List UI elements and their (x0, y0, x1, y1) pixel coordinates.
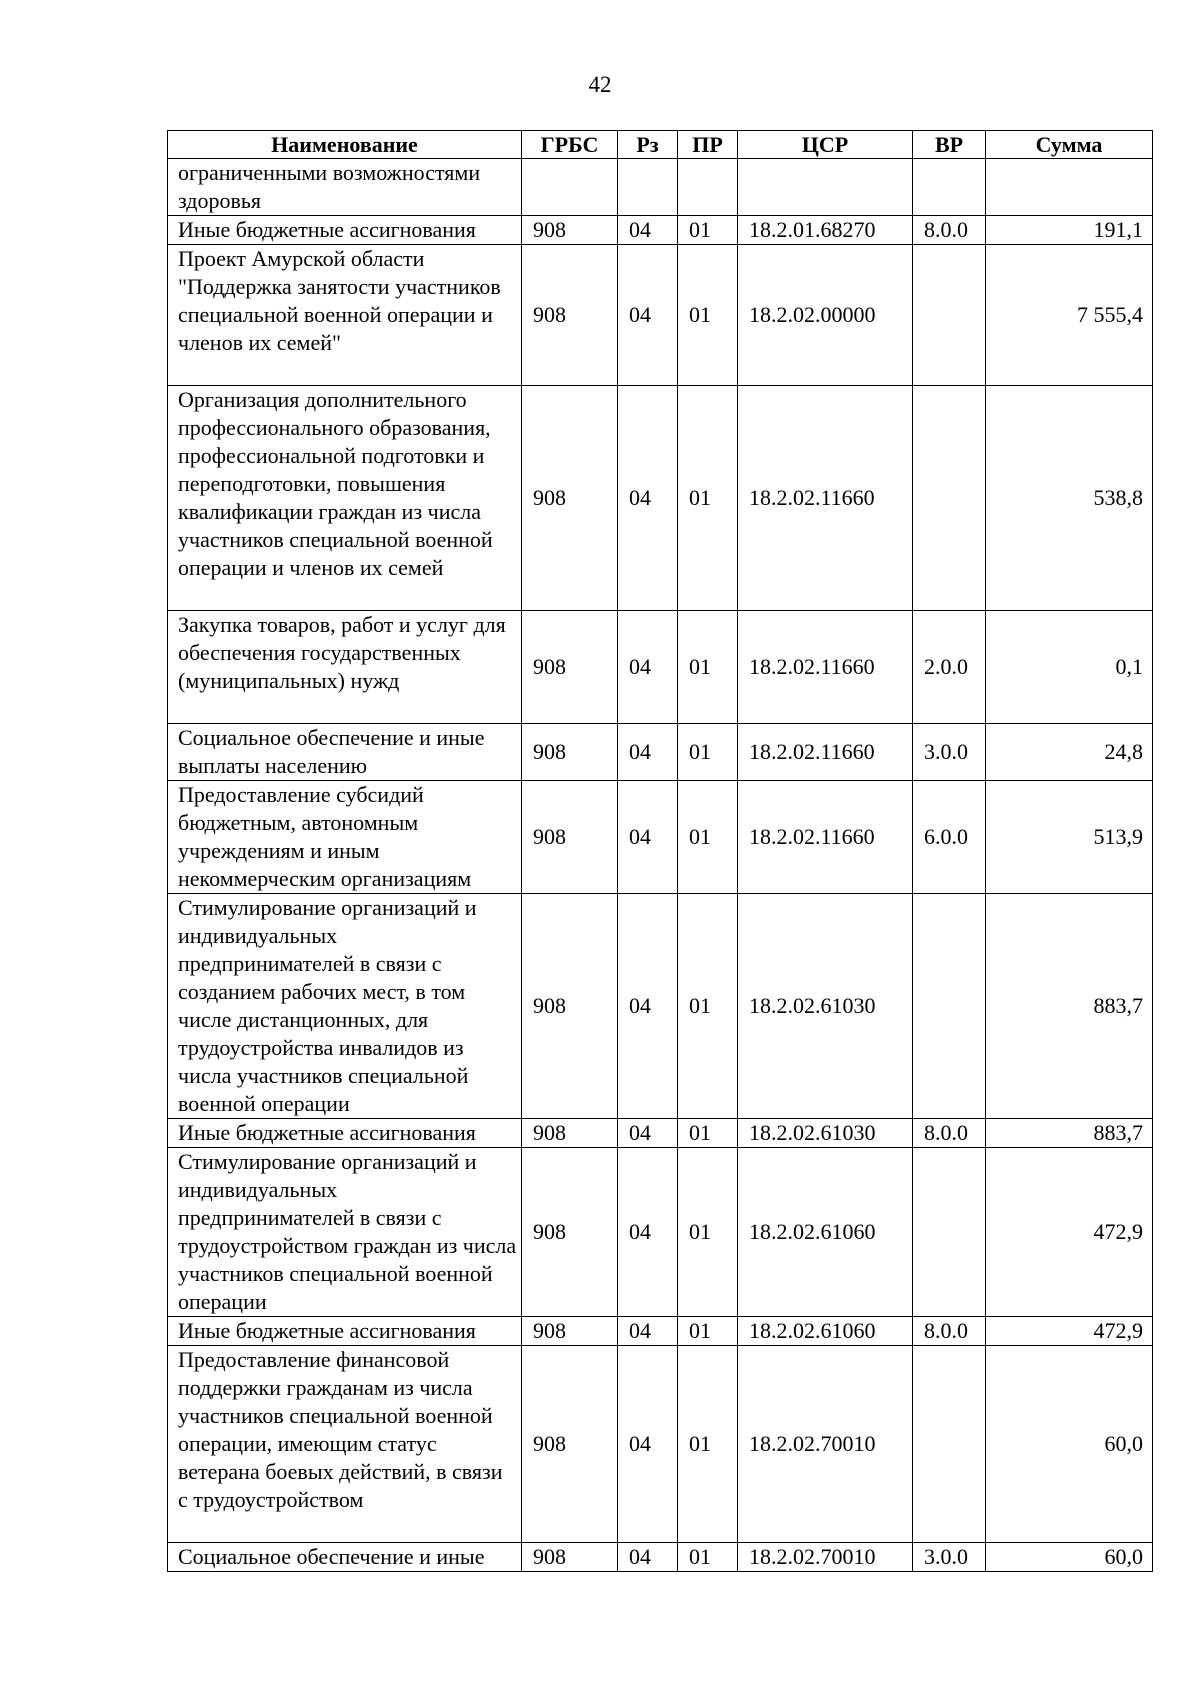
row-csr: 18.2.02.70010 (738, 1543, 913, 1572)
row-sum: 883,7 (986, 894, 1153, 1119)
row-name: Организация дополнительного профессионального образования, профессиональной подготовки и переподготовки, повышения квалификации граждан из числа участников специальной военной операции и членов их семей (168, 386, 522, 611)
row-sum: 24,8 (986, 724, 1153, 781)
row-sum: 60,0 (986, 1543, 1153, 1572)
row-rz: 04 (618, 781, 678, 894)
row-vr: 3.0.0 (913, 724, 986, 781)
row-sum: 513,9 (986, 781, 1153, 894)
row-grbs: 908 (522, 386, 618, 611)
row-pr: 01 (678, 245, 738, 386)
row-sum: 472,9 (986, 1317, 1153, 1346)
table-row (168, 245, 1153, 386)
row-csr: 18.2.01.68270 (738, 216, 913, 245)
row-grbs: 908 (522, 1543, 618, 1572)
table-row (168, 611, 1153, 724)
row-csr: 18.2.02.61060 (738, 1148, 913, 1317)
row-rz: 04 (618, 724, 678, 781)
row-grbs: 908 (522, 724, 618, 781)
row-pr (678, 159, 738, 216)
row-grbs (522, 159, 618, 216)
row-pr: 01 (678, 386, 738, 611)
row-csr (738, 159, 913, 216)
table-row (168, 386, 1153, 611)
row-name: ограниченными возможностями здоровья (168, 159, 522, 216)
row-rz: 04 (618, 1317, 678, 1346)
row-grbs: 908 (522, 216, 618, 245)
row-vr (913, 245, 986, 386)
row-name: Иные бюджетные ассигнования (168, 1119, 522, 1148)
row-pr: 01 (678, 894, 738, 1119)
row-vr: 8.0.0 (913, 216, 986, 245)
row-pr: 01 (678, 724, 738, 781)
row-csr: 18.2.02.11660 (738, 611, 913, 724)
row-rz (618, 159, 678, 216)
row-pr: 01 (678, 611, 738, 724)
row-name: Стимулирование организаций и индивидуальных предпринимателей в связи с созданием рабочих мест, в том числе дистанционных, для трудоустройства инвалидов из числа участников специальной военной операции (168, 894, 522, 1119)
column-header-csr: ЦСР (738, 131, 913, 159)
column-header-rz: Рз (618, 131, 678, 159)
table-row (168, 1148, 1153, 1317)
row-csr: 18.2.02.11660 (738, 781, 913, 894)
row-rz: 04 (618, 216, 678, 245)
row-grbs: 908 (522, 1119, 618, 1148)
row-name: Предоставление финансовой поддержки гражданам из числа участников специальной военной операции, имеющим статус ветерана боевых действий, в связи с трудоустройством (168, 1346, 522, 1543)
row-vr (913, 386, 986, 611)
row-sum: 472,9 (986, 1148, 1153, 1317)
row-pr: 01 (678, 1543, 738, 1572)
row-sum: 191,1 (986, 216, 1153, 245)
column-header-name: Наименование (168, 131, 522, 159)
row-sum: 0,1 (986, 611, 1153, 724)
row-name: Иные бюджетные ассигнования (168, 1317, 522, 1346)
column-header-sum: Сумма (986, 131, 1153, 159)
row-grbs: 908 (522, 894, 618, 1119)
row-pr: 01 (678, 1119, 738, 1148)
row-grbs: 908 (522, 781, 618, 894)
row-pr: 01 (678, 1346, 738, 1543)
row-name: Стимулирование организаций и индивидуальных предпринимателей в связи с трудоустройством граждан из числа участников специальной военной операции (168, 1148, 522, 1317)
row-grbs: 908 (522, 1317, 618, 1346)
row-vr: 8.0.0 (913, 1119, 986, 1148)
row-name: Закупка товаров, работ и услуг для обеспечения государственных (муниципальных) нужд (168, 611, 522, 724)
row-vr (913, 1346, 986, 1543)
row-rz: 04 (618, 1346, 678, 1543)
row-name: Предоставление субсидий бюджетным, автономным учреждениям и иным некоммерческим организациям (168, 781, 522, 894)
row-vr (913, 894, 986, 1119)
row-csr: 18.2.02.11660 (738, 724, 913, 781)
row-pr: 01 (678, 216, 738, 245)
row-csr: 18.2.02.70010 (738, 1346, 913, 1543)
row-name: Иные бюджетные ассигнования (168, 216, 522, 245)
table-row (168, 781, 1153, 894)
row-grbs: 908 (522, 245, 618, 386)
row-vr: 6.0.0 (913, 781, 986, 894)
table-row (168, 724, 1153, 781)
row-vr: 8.0.0 (913, 1317, 986, 1346)
table-row (168, 894, 1153, 1119)
row-grbs: 908 (522, 1346, 618, 1543)
row-csr: 18.2.02.00000 (738, 245, 913, 386)
row-pr: 01 (678, 1148, 738, 1317)
table-row (168, 1317, 1153, 1346)
row-name: Социальное обеспечение и иные (168, 1543, 522, 1572)
column-header-grbs: ГРБС (522, 131, 618, 159)
row-rz: 04 (618, 1148, 678, 1317)
row-rz: 04 (618, 611, 678, 724)
row-grbs: 908 (522, 611, 618, 724)
row-sum (986, 159, 1153, 216)
row-vr (913, 159, 986, 216)
row-rz: 04 (618, 386, 678, 611)
table-row (168, 159, 1153, 216)
table-row (168, 216, 1153, 245)
column-header-pr: ПР (678, 131, 738, 159)
row-vr: 2.0.0 (913, 611, 986, 724)
row-vr: 3.0.0 (913, 1543, 986, 1572)
budget-table (167, 130, 1153, 1572)
row-grbs: 908 (522, 1148, 618, 1317)
row-sum: 883,7 (986, 1119, 1153, 1148)
row-rz: 04 (618, 1119, 678, 1148)
row-csr: 18.2.02.61030 (738, 1119, 913, 1148)
row-sum: 7 555,4 (986, 245, 1153, 386)
row-csr: 18.2.02.61060 (738, 1317, 913, 1346)
table-row (168, 1119, 1153, 1148)
row-rz: 04 (618, 245, 678, 386)
row-name: Социальное обеспечение и иные выплаты населению (168, 724, 522, 781)
column-header-vr: ВР (913, 131, 986, 159)
row-pr: 01 (678, 781, 738, 894)
row-vr (913, 1148, 986, 1317)
row-csr: 18.2.02.11660 (738, 386, 913, 611)
row-name: Проект Амурской области "Поддержка занятости участников специальной военной операции и членов их семей" (168, 245, 522, 386)
table-header-row (168, 131, 1153, 159)
row-rz: 04 (618, 894, 678, 1119)
table-row (168, 1543, 1153, 1572)
row-csr: 18.2.02.61030 (738, 894, 913, 1119)
row-sum: 538,8 (986, 386, 1153, 611)
row-pr: 01 (678, 1317, 738, 1346)
table-row (168, 1346, 1153, 1543)
row-sum: 60,0 (986, 1346, 1153, 1543)
page-number: 42 (588, 72, 612, 97)
row-rz: 04 (618, 1543, 678, 1572)
